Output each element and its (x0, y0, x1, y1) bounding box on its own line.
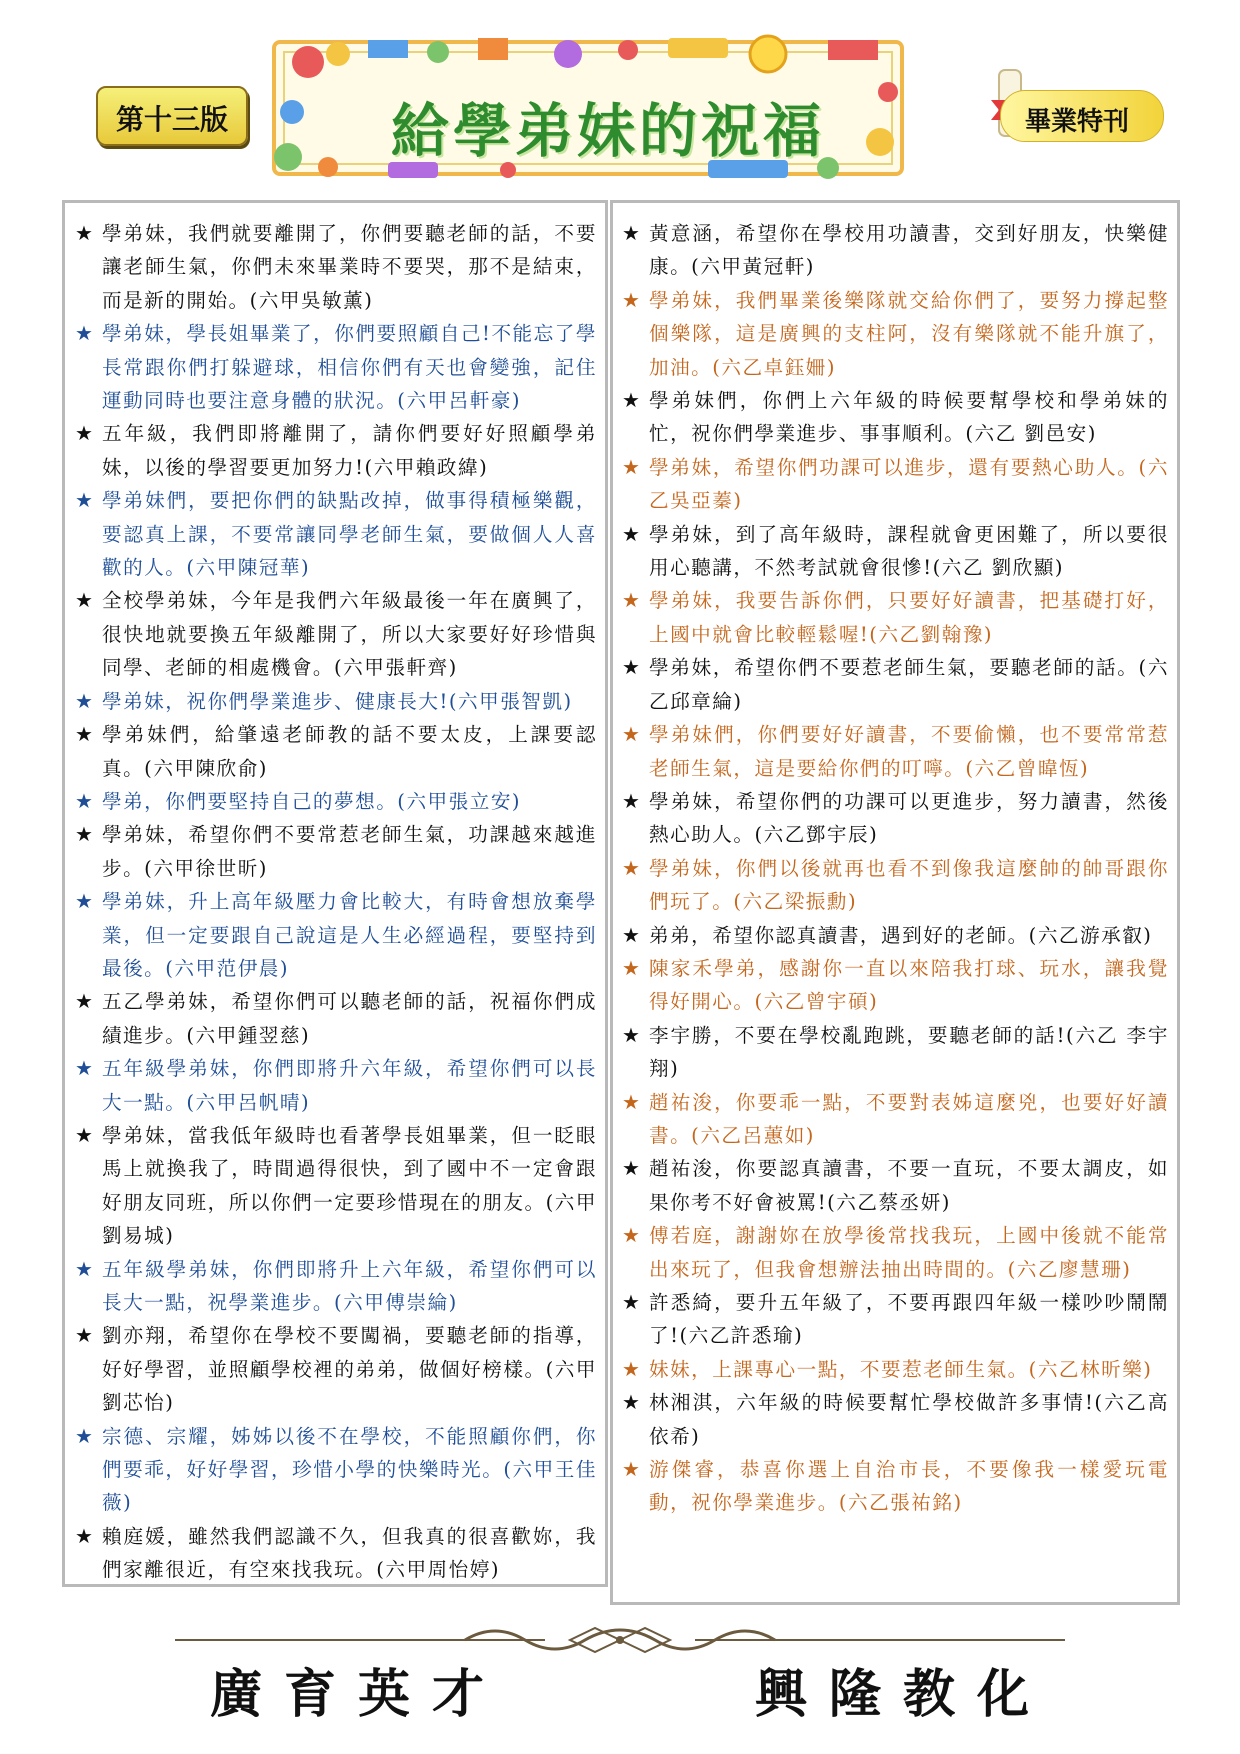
blessing-message (75, 484, 597, 584)
right-column (610, 200, 1180, 1605)
star-bullet-icon: ★ (622, 388, 642, 413)
blessing-message (622, 1019, 1169, 1086)
star-bullet-icon: ★ (75, 688, 95, 713)
star-bullet-icon: ★ (622, 1390, 642, 1415)
special-issue-label: 畢業特刊 (1025, 107, 1130, 137)
blessing-message (622, 1086, 1169, 1153)
star-bullet-icon: ★ (622, 1290, 642, 1314)
star-bullet-icon: ★ (622, 1022, 642, 1047)
star-bullet-icon: ★ (75, 788, 95, 813)
star-bullet-icon: ★ (622, 722, 642, 747)
blessing-text: 學弟妹，升上高年級壓力會比較大，有時會想放棄學業，但一定要跟自己說這是人生必經過程，要堅持到最後。(六甲范伊晨) (102, 890, 597, 980)
blessing-text: 學弟妹，我要告訴你們，只要好好讀書，把基礎打好，上國中就會比較輕鬆喔!(六乙劉翰豫) (649, 589, 1169, 646)
blessing-message (622, 451, 1169, 518)
blessing-text: 學弟妹們，你們上六年級的時候要幫學校和學弟妹的忙，祝你們學業進步、事事順利。(六乙 劉邑安) (649, 389, 1169, 446)
blessing-text: 學弟妹，你們以後就再也看不到像我這麼帥的帥哥跟你們玩了。(六乙梁振勳) (649, 856, 1169, 914)
star-bullet-icon: ★ (75, 822, 95, 847)
blessing-message (75, 985, 597, 1052)
star-bullet-icon: ★ (75, 1122, 95, 1147)
blessing-text: 學弟妹，希望你們功課可以進步，還有要熱心助人。(六乙吳亞蓁) (649, 455, 1169, 513)
blessing-text: 學弟妹，我們就要離開了，你們要聽老師的話，不要讓老師生氣，你們未來畢業時不要哭，那不是結束，而是新的開始。(六甲吳敏薰) (102, 222, 597, 312)
blessing-text: 學弟妹，學長姐畢業了，你們要照顧自己!不能忘了學長常跟你們打躲避球，相信你們有天也會變強，記住運動同時也要注意身體的狀況。(六甲呂軒豪) (102, 322, 597, 413)
blessing-message (622, 284, 1169, 384)
blessing-message (622, 1353, 1169, 1386)
blessing-text: 趙祐浚，你要認真讀書，不要一直玩，不要太調皮，如果你考不好會被罵!(六乙蔡丞妍) (649, 1157, 1169, 1214)
blessing-text: 傅若庭，謝謝妳在放學後常找我玩，上國中後就不能常出來玩了，但我會想辦法抽出時間的。(六乙廖慧珊) (649, 1224, 1169, 1281)
blessing-message (622, 217, 1169, 284)
star-bullet-icon: ★ (75, 1423, 95, 1448)
special-issue-badge (1000, 90, 1164, 142)
blessing-text: 五年級學弟妹，你們即將升六年級，希望你們可以長大一點。(六甲呂帆晴) (102, 1057, 597, 1114)
blessing-text: 陳家禾學弟，感謝你一直以來陪我打球、玩水，讓我覺得好開心。(六乙曾宇碩) (649, 956, 1169, 1014)
star-bullet-icon: ★ (622, 221, 642, 245)
blessing-message (75, 1520, 597, 1587)
blessing-message (622, 952, 1169, 1019)
blessing-text: 學弟妹，我們畢業後樂隊就交給你們了，要努力撐起整個樂隊，這是廣興的支柱阿，沒有樂隊就不能升旗了，加油。(六乙卓鈺姍) (649, 288, 1169, 379)
blessing-text: 林湘淇，六年級的時候要幫忙學校做許多事情!(六乙高依希) (649, 1391, 1169, 1448)
blessing-message (75, 1319, 597, 1419)
blessing-text: 賴庭媛，雖然我們認識不久，但我真的很喜歡妳，我們家離很近，有空來找我玩。(六甲周怡婷) (102, 1524, 597, 1582)
star-bullet-icon: ★ (75, 1323, 95, 1348)
blessing-message (75, 417, 597, 484)
star-bullet-icon: ★ (622, 955, 642, 980)
star-bullet-icon: ★ (75, 989, 95, 1014)
blessing-text: 五年級學弟妹，你們即將升上六年級，希望你們可以長大一點，祝學業進步。(六甲傅崇綸) (102, 1257, 597, 1314)
blessing-message (622, 384, 1169, 451)
blessing-text: 許悉綺，要升五年級了，不要再跟四年級一樣吵吵鬧鬧了!(六乙許悉瑜) (649, 1291, 1169, 1348)
blessing-text: 妹妹，上課專心一點，不要惹老師生氣。(六乙林昕樂) (649, 1357, 1153, 1381)
star-bullet-icon: ★ (75, 588, 95, 613)
star-bullet-icon: ★ (622, 1457, 642, 1482)
star-bullet-icon: ★ (75, 221, 95, 245)
left-message-list (65, 203, 605, 1587)
blessing-text: 李宇勝，不要在學校亂跑跳，要聽老師的話!(六乙 李宇翔) (649, 1023, 1169, 1081)
star-bullet-icon: ★ (622, 287, 642, 312)
star-bullet-icon: ★ (622, 454, 642, 479)
blessing-message (75, 818, 597, 885)
blessing-text: 學弟妹，祝你們學業進步、健康長大!(六甲張智凱) (102, 689, 573, 713)
blessing-text: 學弟，你們要堅持自己的夢想。(六甲張立安) (102, 789, 522, 813)
star-bullet-icon: ★ (622, 1356, 642, 1381)
blessing-message (75, 584, 597, 684)
blessing-message (622, 1286, 1169, 1353)
star-bullet-icon: ★ (75, 421, 95, 446)
blessing-message (622, 651, 1169, 718)
blessing-text: 五年級，我們即將離開了，請你們要好好照顧學弟妹，以後的學習要更加努力!(六甲賴政緯) (102, 422, 597, 479)
blessing-text: 學弟妹，希望你們的功課可以更進步，努力讀書，然後熱心助人。(六乙鄧宇辰) (649, 789, 1169, 847)
star-bullet-icon: ★ (622, 922, 642, 947)
blessing-message (75, 685, 597, 718)
blessing-message (75, 217, 597, 317)
page-title: 給學弟妹的祝福 (390, 97, 825, 165)
blessing-message (75, 1119, 597, 1253)
star-bullet-icon: ★ (75, 1523, 95, 1548)
blessing-message (622, 1453, 1169, 1520)
star-bullet-icon: ★ (622, 521, 642, 546)
blessing-text: 全校學弟妹，今年是我們六年級最後一年在廣興了，很快地就要換五年級離開了，所以大家要好好珍惜與同學、老師的相處機會。(六甲張軒齊) (102, 589, 597, 680)
blessing-text: 學弟妹，希望你們不要常惹老師生氣，功課越來越進步。(六甲徐世昕) (102, 823, 597, 880)
blessing-message (75, 885, 597, 985)
star-bullet-icon: ★ (75, 722, 95, 747)
page-header (0, 0, 1240, 200)
star-bullet-icon: ★ (75, 488, 95, 513)
edition-label: 第十三版 (115, 103, 228, 136)
blessing-message (75, 1420, 597, 1520)
star-bullet-icon: ★ (75, 889, 95, 914)
blessing-message (622, 518, 1169, 585)
blessing-message (75, 1052, 597, 1119)
blessing-text: 學弟妹們，要把你們的缺點改掉，做事得積極樂觀，要認真上課，不要常讓同學老師生氣，要做個人人喜歡的人。(六甲陳冠華) (102, 489, 597, 580)
blessing-text: 五乙學弟妹，希望你們可以聽老師的話，祝福你們成績進步。(六甲鍾翌慈) (102, 990, 597, 1047)
star-bullet-icon: ★ (75, 1056, 95, 1081)
footer-motto-left: 廣育英才 (210, 1664, 507, 1725)
blessing-message (622, 919, 1169, 952)
blessing-text: 游傑睿，恭喜你選上自治市長，不要像我一樣愛玩電動，祝你學業進步。(六乙張祐銘) (649, 1458, 1169, 1515)
right-message-list (613, 203, 1177, 1520)
blessing-text: 宗德、宗耀，姊姊以後不在學校，不能照顧你們，你們要乖，好好學習，珍惜小學的快樂時光。(六甲王佳薇) (102, 1424, 597, 1515)
blessing-message (622, 1152, 1169, 1219)
edition-badge (96, 86, 248, 146)
star-bullet-icon: ★ (622, 1089, 642, 1114)
blessing-message (622, 584, 1169, 651)
blessing-message (622, 785, 1169, 852)
star-bullet-icon: ★ (622, 855, 642, 880)
blessing-message (75, 1253, 597, 1320)
star-bullet-icon: ★ (75, 321, 95, 346)
blessing-text: 學弟妹，希望你們不要惹老師生氣，要聽老師的話。(六乙邱章綸) (649, 656, 1169, 713)
star-bullet-icon: ★ (622, 655, 642, 680)
blessing-text: 弟弟，希望你認真讀書，遇到好的老師。(六乙游承叡) (649, 923, 1153, 947)
blessing-text: 劉亦翔，希望你在學校不要闖禍，要聽老師的指導，好好學習，並照顧學校裡的弟弟，做個好榜樣。(六甲劉芯怡) (102, 1324, 597, 1415)
star-bullet-icon: ★ (622, 788, 642, 813)
star-bullet-icon: ★ (622, 1156, 642, 1181)
star-bullet-icon: ★ (622, 588, 642, 613)
blessing-message (75, 317, 597, 417)
blessing-message (622, 852, 1169, 919)
blessing-message (622, 1386, 1169, 1453)
blessing-text: 學弟妹，到了高年級時，課程就會更困難了，所以要很用心聽講，不然考試就會很慘!(六乙 劉欣顯) (649, 522, 1169, 580)
star-bullet-icon: ★ (75, 1256, 95, 1281)
blessing-text: 學弟妹們，給肇遠老師教的話不要太皮，上課要認真。(六甲陳欣俞) (102, 723, 597, 780)
left-column (62, 200, 608, 1587)
blessing-text: 趙祐浚，你要乖一點，不要對表姊這麼兇，也要好好讀書。(六乙呂蕙如) (649, 1090, 1169, 1147)
blessing-text: 學弟妹們，你們要好好讀書，不要偷懶，也不要常常惹老師生氣，這是要給你們的叮嚀。(六乙曾暐恆) (649, 723, 1169, 780)
blessing-message (622, 718, 1169, 785)
blessing-message (75, 718, 597, 785)
blessing-text: 黃意涵，希望你在學校用功讀書，交到好朋友，快樂健康。(六甲黃冠軒) (649, 222, 1169, 279)
blessing-message (75, 785, 597, 818)
star-bullet-icon: ★ (622, 1223, 642, 1248)
blessing-message (622, 1219, 1169, 1286)
blessing-text: 學弟妹，當我低年級時也看著學長姐畢業，但一眨眼馬上就換我了，時間過得很快，到了國中不一定會跟好朋友同班，所以你們一定要珍惜現在的朋友。(六甲劉易城) (102, 1123, 597, 1248)
footer-motto-right: 興隆教化 (755, 1664, 1052, 1725)
